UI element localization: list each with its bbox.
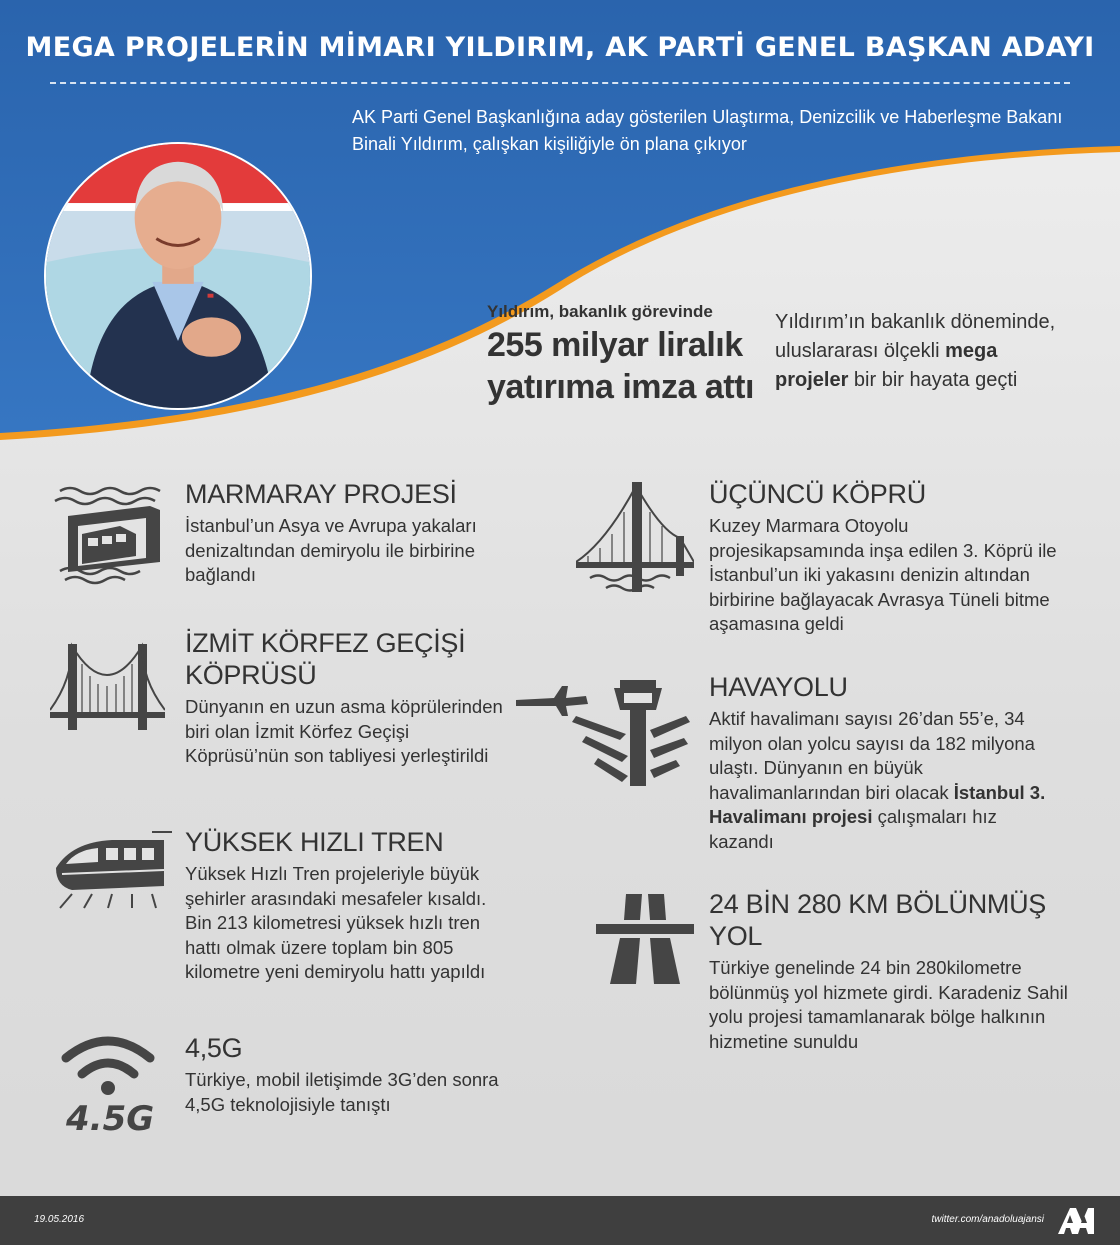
investment-lead: Yıldırım, bakanlık görevinde	[487, 302, 713, 321]
g45-desc: Türkiye, mobil iletişimde 3G’den sonra 4,5G teknolojisiyle tanıştı	[185, 1069, 499, 1115]
kopru-text	[709, 478, 1064, 637]
marmaray-title: MARMARAY PROJESİ	[185, 479, 457, 509]
airport-tower-icon	[516, 676, 694, 790]
tren-text	[185, 826, 515, 985]
havayolu-desc-bold: İstanbul 3. Havalimanı projesi	[709, 781, 1046, 828]
wifi-4-5g-icon	[60, 1030, 170, 1135]
aa-logo	[1056, 1206, 1096, 1236]
mega-text-start: Yıldırım’ın bakanlık döneminde, uluslararası ölçekli	[775, 311, 1056, 362]
g45-title: 4,5G	[185, 1033, 243, 1063]
investment-callout	[487, 302, 767, 406]
suspension-bridge-icon	[50, 640, 165, 730]
g45-badge: 4.5G	[66, 1099, 155, 1135]
bridge-icon	[576, 482, 694, 594]
havayolu-desc	[709, 707, 1064, 855]
kopru-desc: Kuzey Marmara Otoyolu projesikapsamında inşa edilen 3. Köprü ile İstanbul’un iki yakasını denizin altından birbirine bağlayacak Avrasya Tüneli bitme aşamasına geldi	[709, 515, 1057, 635]
havayolu-desc-start: Aktif havalimanı sayısı 26’dan 55’e, 34 milyon olan yolcu sayısı da 182 milyona ulaştı. Dünyanın en büyük havalimanlarından biri olacak	[709, 708, 1035, 803]
high-speed-train-icon	[52, 828, 172, 910]
yol-title: 24 BİN 280 KM BÖLÜNMÜŞ YOL	[709, 889, 1047, 951]
investment-amount: 255 milyar liralık	[487, 326, 743, 364]
izmit-desc: Dünyanın en uzun asma köprülerinden biri olan İzmit Körfez Geçişi Köprüsü’nün son tabliyesi yerleştirildi	[185, 696, 503, 767]
marmaray-tunnel-icon	[50, 476, 170, 586]
izmit-text	[185, 627, 515, 769]
marmaray-desc: İstanbul’un Asya ve Avrupa yakaları denizaltından demiryolu ile birbirine bağlandı	[185, 515, 477, 586]
title-divider	[50, 82, 1070, 84]
marmaray-text	[185, 478, 525, 588]
g45-text	[185, 1032, 515, 1117]
izmit-title: İZMİT KÖRFEZ GEÇİŞİ KÖPRÜSÜ	[185, 628, 466, 690]
havayolu-title: HAVAYOLU	[709, 672, 848, 702]
subtitle: AK Parti Genel Başkanlığına aday gösterilen Ulaştırma, Denizcilik ve Haberleşme Bakanı Binali Yıldırım, çalışkan kişiliğiyle ön plana çıkıyor	[352, 107, 1063, 154]
investment-text: yatırıma imza attı	[487, 368, 754, 406]
footer	[0, 1196, 1120, 1245]
tren-desc: Yüksek Hızlı Tren projeleriyle büyük şehirler arasındaki mesafeler kısaldı. Bin 213 kilometresi yüksek hızlı tren hattı olmak üzere toplam bin 805 kilometre yeni demiryolu hattı yapıldı	[185, 863, 487, 983]
yol-text	[709, 888, 1069, 1054]
kopru-title: ÜÇÜNCÜ KÖPRÜ	[709, 479, 926, 509]
divided-road-icon	[596, 894, 694, 984]
tren-title: YÜKSEK HIZLI TREN	[185, 827, 444, 857]
yol-desc: Türkiye genelinde 24 bin 280kilometre bölünmüş yol hizmete girdi. Karadeniz Sahil yolu projesi tamamlanarak bölge halkının hizmetine sunuldu	[709, 957, 1068, 1052]
page-title: MEGA PROJELERİN MİMARI YILDIRIM, AK PARTİ GENEL BAŞKAN ADAYI	[25, 32, 1095, 63]
footer-date: 19.05.2016	[34, 1214, 85, 1225]
mega-projects-callout	[775, 308, 1075, 395]
mega-text-bold: mega projeler	[775, 340, 998, 391]
havayolu-desc-end: çalışmaları hız kazandı	[709, 806, 997, 852]
havayolu-text	[709, 671, 1064, 855]
airplane-icon	[516, 686, 588, 716]
portrait-photo	[44, 142, 312, 410]
footer-twitter: twitter.com/anadoluajansi	[931, 1214, 1044, 1225]
person-illustration	[46, 144, 310, 408]
mega-text-end: bir bir hayata geçti	[848, 369, 1018, 391]
